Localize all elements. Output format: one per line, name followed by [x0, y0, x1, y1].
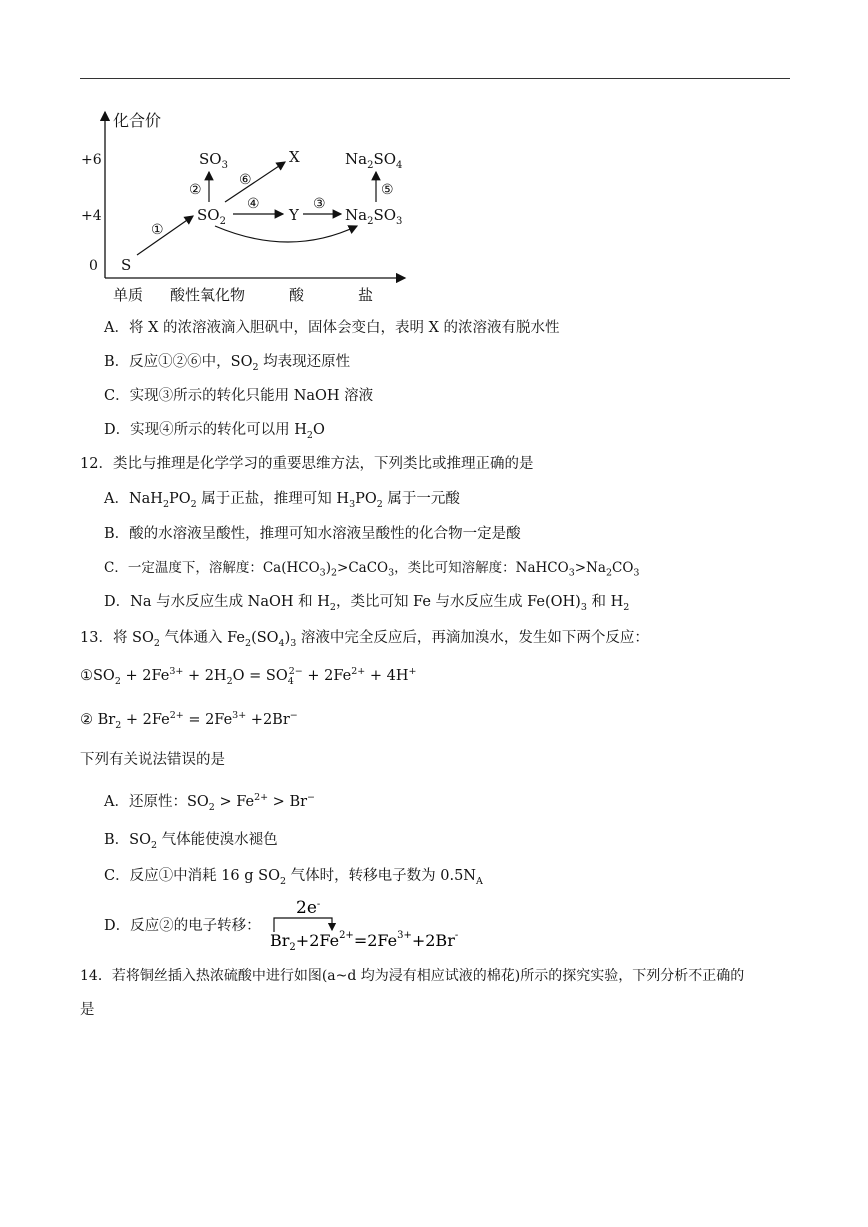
step-label-1: ① [151, 222, 164, 238]
y-tick-zero: 0 [89, 258, 98, 274]
header-rule [80, 78, 790, 79]
arrow-so2-to-na2so3-curve [215, 226, 357, 242]
step-label-5: ⑤ [381, 182, 394, 198]
q11-option-b: B．反应①②⑥中，$SO_2$ 均表现还原性 [104, 354, 351, 373]
arrow-step-1 [137, 216, 193, 255]
sulfur-valence-diagram [75, 98, 415, 308]
q14-stem-line-2: 是 [80, 1002, 95, 1018]
q13-option-b: B．$SO_2$ 气体能使溴水褪色 [104, 832, 278, 851]
electron-transfer-label: 2e- [296, 898, 321, 918]
node-x: X [289, 148, 300, 166]
q12-option-d: D．Na 与水反应生成 NaOH 和 $H_2$，类比可知 Fe 与水反应生成 $Fe(OH)_3$ 和 $H_2$ [104, 594, 630, 613]
node-so3: $SO_3$ [199, 150, 228, 171]
q12-option-b: B．酸的水溶液呈酸性，推理可知水溶液呈酸性的化合物一定是酸 [104, 526, 521, 542]
node-y: Y [289, 206, 299, 224]
q12-stem: 12．类比与推理是化学学习的重要思维方法，下列类比或推理正确的是 [80, 456, 534, 472]
q13-option-c: C．反应①中消耗 16 g $SO_2$ 气体时，转移电子数为 $0.5N_A$ [104, 868, 483, 887]
step-label-4: ④ [247, 196, 260, 212]
step-label-2: ② [189, 182, 202, 198]
node-na2so4: $Na_2SO_4$ [345, 150, 403, 171]
q11-option-a: A．将 X 的浓溶液滴入胆矾中，固体会变白，表明 X 的浓溶液有脱水性 [104, 320, 560, 336]
reaction-2-equation: $Br_2+2Fe^{2+}=2Fe^{3+}+2Br^-$ [270, 930, 459, 952]
electron-transfer-bracket [274, 918, 332, 932]
q13-equation-2: ② $Br_2 + 2Fe^{2+} = 2Fe^{3+} +2Br^-$ [80, 710, 298, 731]
q14-stem-line-1: 14．若将铜丝插入热浓硫酸中进行如图(a~d 均为浸有相应试液的棉花)所示的探究实验，下列分析不正确的 [80, 968, 745, 984]
x-category-acid: 酸 [289, 286, 305, 304]
node-na2so3: $Na_2SO_3$ [345, 206, 403, 227]
q13-option-d-label: D．反应②的电子转移： [104, 918, 261, 934]
y-tick-plus4: +4 [81, 208, 102, 224]
step-label-6: ⑥ [239, 172, 252, 188]
q11-option-d: D．实现④所示的转化可以用 $H_2O$ [104, 422, 325, 441]
x-category-elemental: 单质 [113, 286, 144, 304]
q12-option-c: C．一定温度下，溶解度：$Ca(HCO_3)_2>CaCO_3$，类比可知溶解度：$NaHCO_3>Na_2CO_3$ [104, 560, 640, 579]
q12-option-a: A．$NaH_2PO_2$ 属于正盐，推理可知 $H_3PO_2$ 属于一元酸 [104, 491, 460, 510]
node-so2: $SO_2$ [197, 206, 226, 227]
x-category-salt: 盐 [358, 286, 374, 304]
x-category-acidic-oxide: 酸性氧化物 [170, 286, 246, 304]
q13-electron-transfer [266, 896, 466, 952]
y-tick-plus6: +6 [81, 152, 102, 168]
q13-lead: 下列有关说法错误的是 [80, 752, 225, 768]
q11-option-c: C．实现③所示的转化只能用 NaOH 溶液 [104, 388, 374, 404]
q13-equation-1: $①SO_2 + 2Fe^{3+} + 2H_2O = SO_4^{2-} + 2Fe^{2+} + 4H^+$ [80, 666, 417, 687]
node-s: S [121, 256, 132, 274]
y-axis-label: 化合价 [113, 111, 162, 130]
q13-option-a: A．还原性：$SO_2 > Fe^{2+} > Br^-$ [104, 792, 316, 813]
step-label-3: ③ [313, 196, 326, 212]
q13-stem: 13．将 $SO_2$ 气体通入 $Fe_2(SO_4)_3$ 溶液中完全反应后，再滴加溴水，发生如下两个反应： [80, 630, 649, 649]
